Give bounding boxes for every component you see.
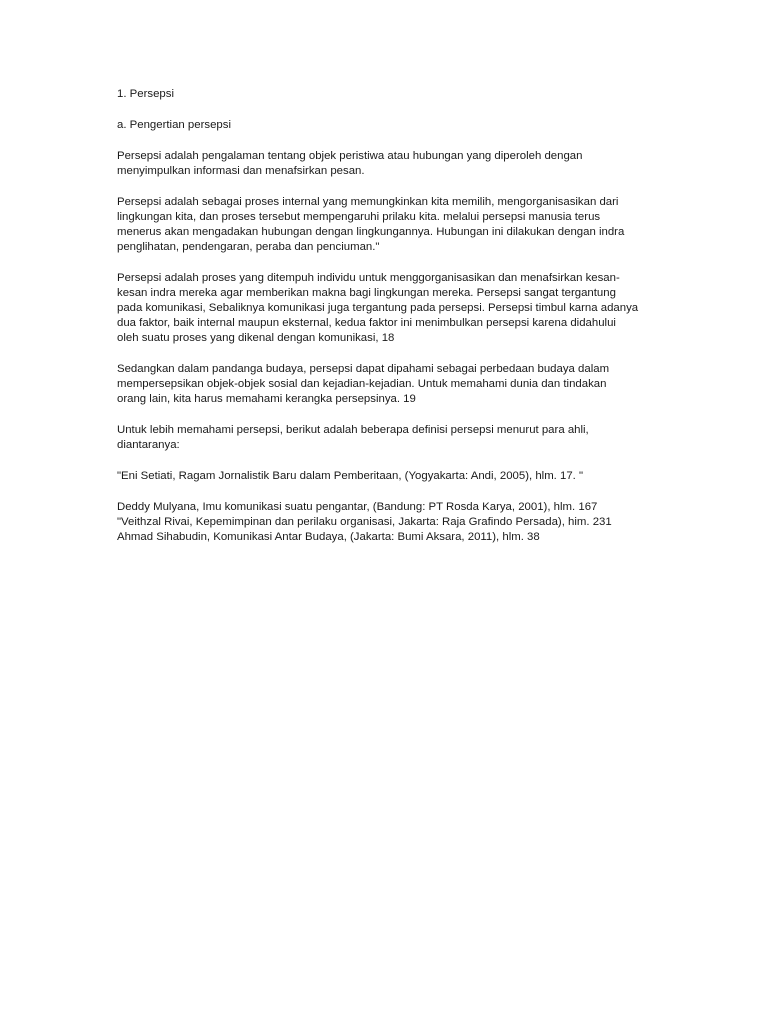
reference-item: Ahmad Sihabudin, Komunikasi Antar Budaya, (Jakarta: Bumi Aksara, 2011), hlm. 38 [117, 531, 540, 543]
paragraph-line: orang lain, kita harus memahami kerangka persepsinya. 19 [117, 393, 416, 405]
paragraph-line: Persepsi adalah proses yang ditempuh individu untuk menggorganisasikan dan menafsirkan kesan- [117, 272, 620, 284]
section-heading: 1. Persepsi [117, 88, 174, 100]
paragraph-line: Persepsi adalah pengalaman tentang objek peristiwa atau hubungan yang diperoleh dengan [117, 150, 583, 162]
paragraph-line: kesan indra mereka agar memberikan makna bagi lingkungan mereka. Persepsi sangat tergantung [117, 287, 616, 299]
paragraph-experts-intro [117, 423, 657, 453]
paragraph-line: oleh suatu proses yang dikenal dengan komunikasi, 18 [117, 332, 395, 344]
paragraph-line: dua faktor, baik internal maupun eksternal, kedua faktor ini menimbulkan persepsi karena didahului [117, 317, 616, 329]
paragraph-definition-1 [117, 149, 657, 179]
paragraph-line: mempersepsikan objek-objek sosial dan kejadian-kejadian. Untuk memahami dunia dan tindakan [117, 378, 607, 390]
document-page [117, 87, 657, 545]
reference-item: "Veithzal Rivai, Kepemimpinan dan perilaku organisasi, Jakarta: Raja Grafindo Persada), him. 231 [117, 516, 612, 528]
subsection-heading: a. Pengertian persepsi [117, 119, 231, 131]
paragraph-line: diantaranya: [117, 439, 180, 451]
paragraph-definition-3 [117, 271, 657, 346]
reference-list [117, 500, 657, 545]
reference-item: Deddy Mulyana, Imu komunikasi suatu pengantar, (Bandung: PT Rosda Karya, 2001), hlm. 167 [117, 501, 598, 513]
paragraph-line: Sedangkan dalam pandanga budaya, persepsi dapat dipahami sebagai perbedaan budaya dalam [117, 363, 610, 375]
paragraph-line: menerus akan mengadakan hubungan dengan lingkungannya. Hubungan ini dilakukan dengan indra [117, 226, 625, 238]
paragraph-line: lingkungan kita, dan proses tersebut mempengaruhi prilaku kita. melalui persepsi manusia terus [117, 211, 601, 223]
paragraph-culture [117, 362, 657, 407]
paragraph-line: pada komunikasi, Sebaliknya komunikasi juga tergantung pada persepsi. Persepsi timbul karna adanya [117, 302, 639, 314]
paragraph-line: penglihatan, pendengaran, peraba dan penciuman." [117, 241, 380, 253]
quote-citation: "Eni Setiati, Ragam Jornalistik Baru dalam Pemberitaan, (Yogyakarta: Andi, 2005), hlm. 17. " [117, 470, 584, 482]
paragraph-line: menyimpulkan informasi dan menafsirkan pesan. [117, 165, 365, 177]
paragraph-line: Persepsi adalah sebagai proses internal yang memungkinkan kita memilih, mengorganisasikan dari [117, 196, 619, 208]
paragraph-line: Untuk lebih memahami persepsi, berikut adalah beberapa definisi persepsi menurut para ahli, [117, 424, 589, 436]
paragraph-definition-2 [117, 195, 657, 255]
